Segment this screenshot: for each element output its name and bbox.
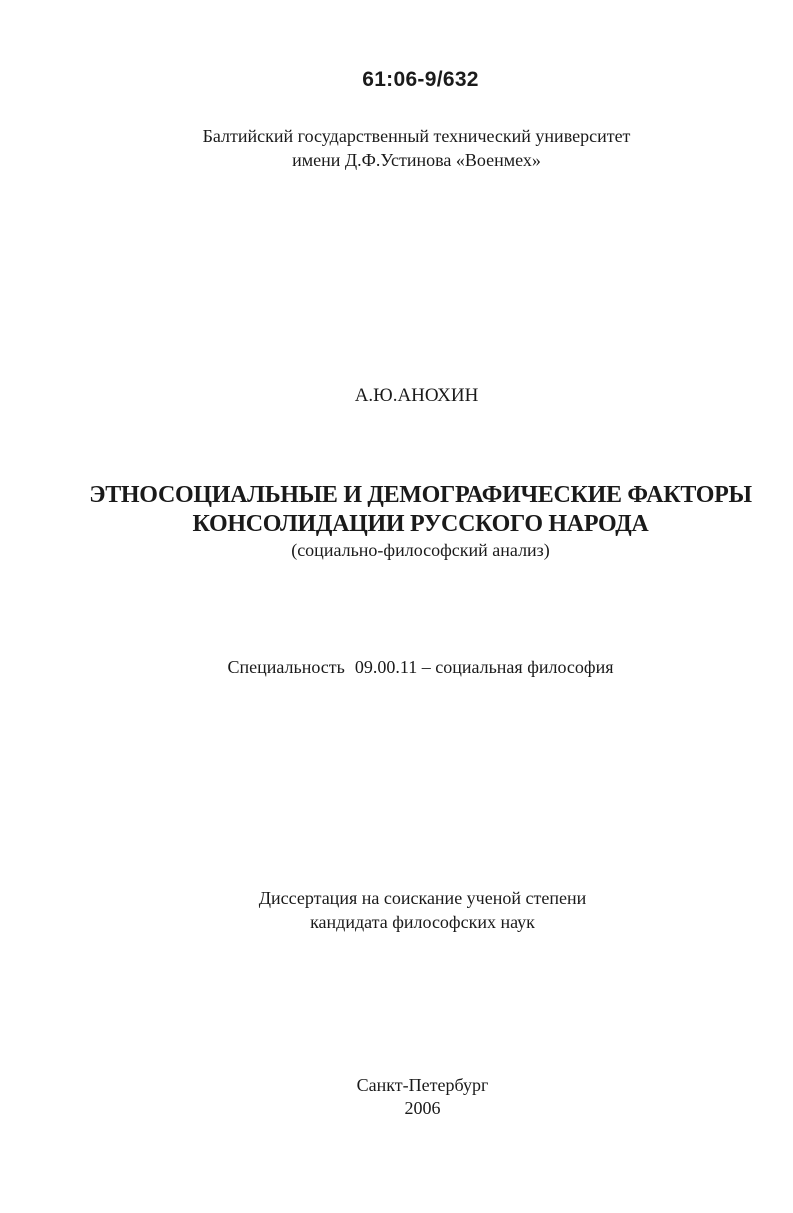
author-name: А.Ю.АНОХИН: [354, 385, 479, 406]
institution-name: Балтийский государственный технический университет: [202, 126, 631, 146]
publication-place: Санкт-Петербург: [356, 1075, 489, 1095]
thesis-subtitle: (социально-философский анализ): [291, 540, 550, 560]
specialty-code: 09.00.11 – социальная философия: [354, 657, 614, 677]
degree-line-1: Диссертация на соискание ученой степени: [258, 888, 587, 908]
catalog-number-stamp: [0, 68, 793, 92]
thesis-title-line-1: ЭТНОСОЦИАЛЬНЫЕ И ДЕМОГРАФИЧЕСКИЕ ФАКТОРЫ: [89, 482, 752, 508]
specialty-line: [24, 657, 793, 678]
degree-line-2: кандидата философских наук: [310, 912, 535, 932]
specialty-label: Специальность: [227, 657, 345, 677]
thesis-title-line-2: КОНСОЛИДАЦИИ РУССКОГО НАРОДА: [192, 511, 649, 537]
publication-year: 2006: [404, 1098, 441, 1118]
institution-honorific: имени Д.Ф.Устинова «Военмех»: [292, 150, 541, 170]
catalog-number: 61:06-9/632: [362, 68, 479, 91]
